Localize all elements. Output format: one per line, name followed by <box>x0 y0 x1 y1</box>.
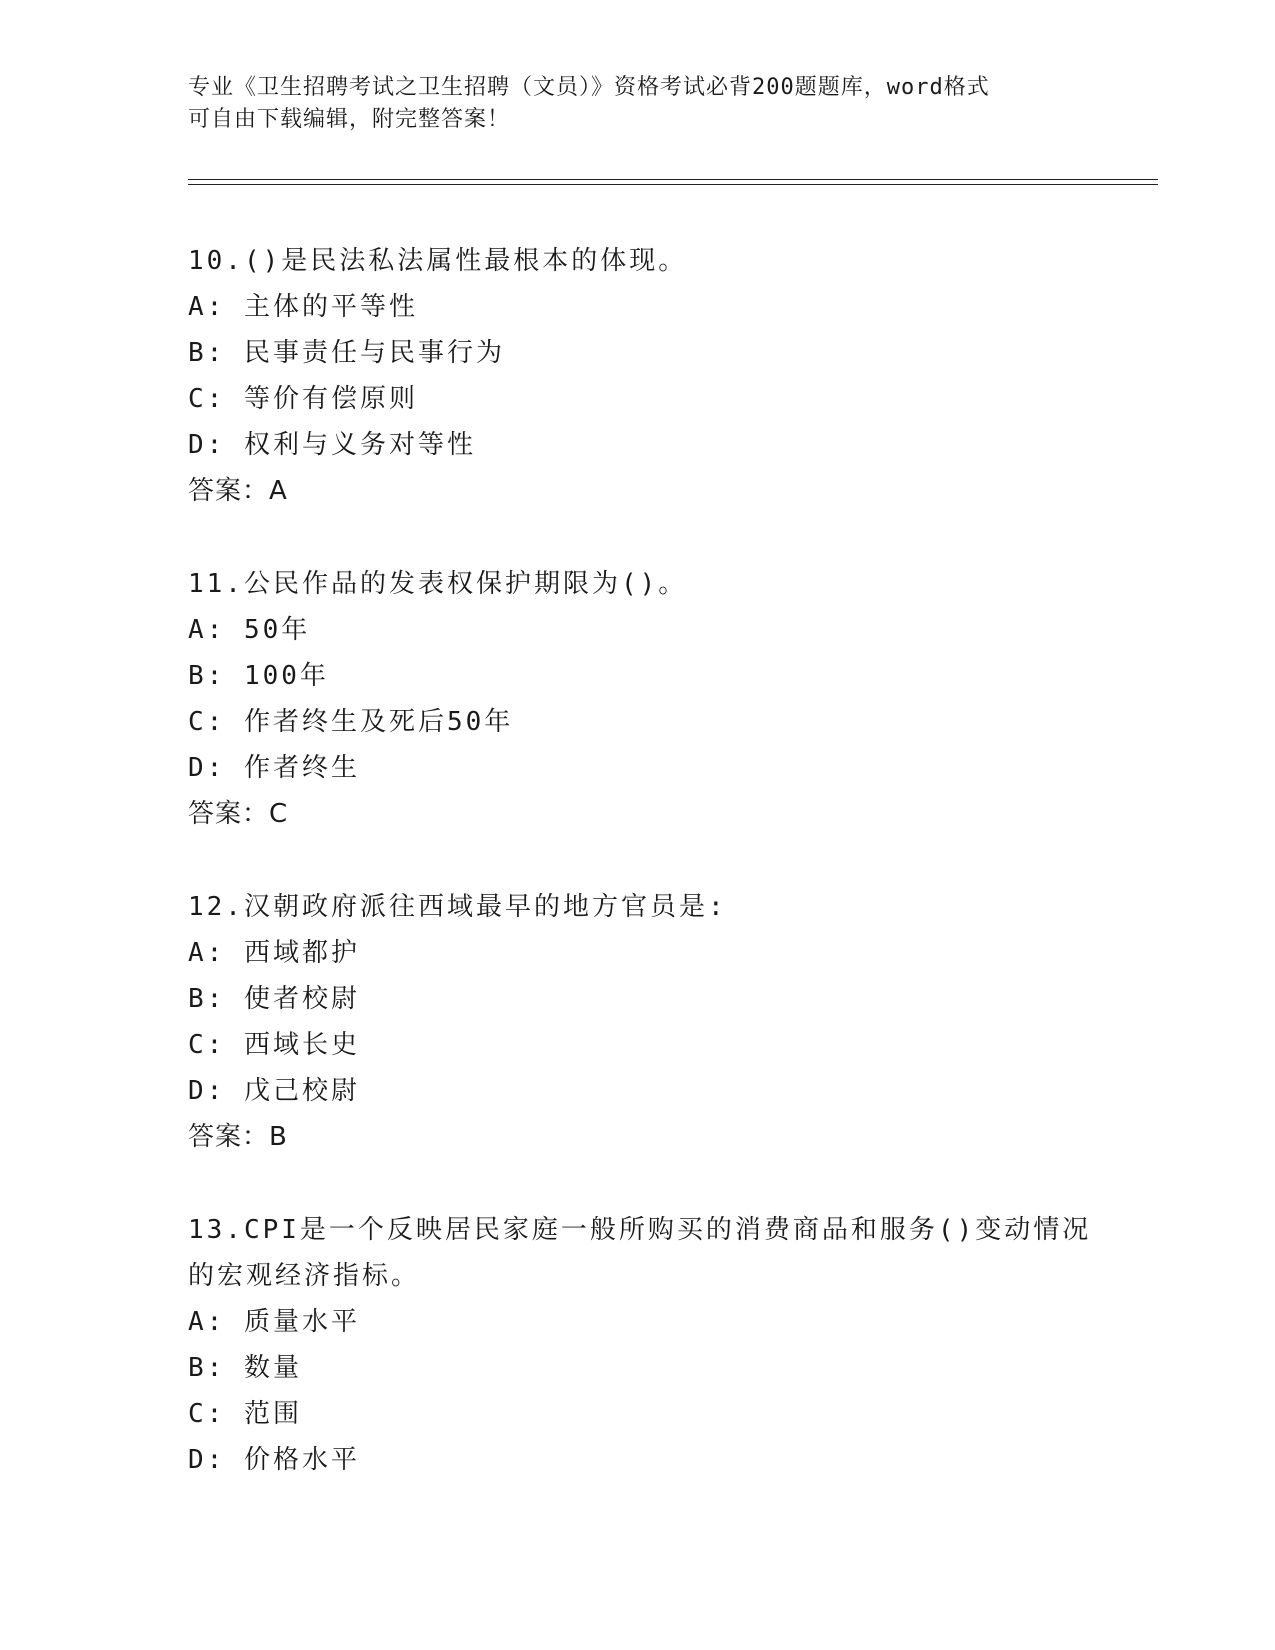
option-b <box>188 653 1088 699</box>
option-a <box>188 284 1088 330</box>
header-line-2: 可自由下载编辑，附完整答案！ <box>188 107 511 132</box>
option-label: C: <box>188 707 226 737</box>
answer-label: 答案： <box>188 1122 270 1152</box>
option-text: 质量水平 <box>243 1307 360 1337</box>
answer-line <box>188 1114 1088 1160</box>
answer-value: C <box>269 799 289 829</box>
option-text: 西域长史 <box>243 1030 360 1060</box>
header-line-1: 专业《卫生招聘考试之卫生招聘（文员）》资格考试必背200题题库，word格式 <box>188 75 990 100</box>
question-text: 公民作品的发表权保护期限为()。 <box>243 569 688 599</box>
option-text: 西域都护 <box>243 938 360 968</box>
option-label: C: <box>188 384 226 414</box>
option-b <box>188 1345 1088 1391</box>
question-list <box>188 238 1092 1530</box>
option-label: C: <box>188 1399 226 1429</box>
question-text: 汉朝政府派往西域最早的地方官员是: <box>243 892 727 922</box>
option-a <box>188 930 1088 976</box>
option-label: C: <box>188 1030 226 1060</box>
option-label: A: <box>188 615 226 645</box>
option-text: 作者终生 <box>243 753 360 783</box>
option-label: B: <box>188 338 226 368</box>
option-text: 100年 <box>243 661 329 691</box>
option-d <box>188 745 1088 791</box>
option-c <box>188 1022 1088 1068</box>
question-stem <box>188 884 1088 930</box>
answer-line <box>188 791 1088 837</box>
option-text: 使者校尉 <box>243 984 360 1014</box>
option-d <box>188 1437 1088 1483</box>
question-12 <box>188 884 1088 1160</box>
option-b <box>188 330 1088 376</box>
option-label: B: <box>188 984 226 1014</box>
question-stem <box>188 238 1088 284</box>
option-c <box>188 1391 1088 1437</box>
question-10 <box>188 238 1088 514</box>
option-text: 范围 <box>243 1399 302 1429</box>
question-stem <box>188 561 1088 607</box>
answer-label: 答案： <box>188 799 270 829</box>
header-divider-top <box>188 179 1158 180</box>
option-text: 民事责任与民事行为 <box>243 338 505 368</box>
question-number: 10. <box>188 246 244 276</box>
option-text: 价格水平 <box>243 1445 360 1475</box>
option-text: 权利与义务对等性 <box>243 430 476 460</box>
option-d <box>188 1068 1088 1114</box>
answer-value: A <box>269 476 288 506</box>
option-text: 等价有偿原则 <box>243 384 418 414</box>
question-number: 12. <box>188 892 244 922</box>
option-label: A: <box>188 1307 226 1337</box>
option-text: 数量 <box>243 1353 302 1383</box>
answer-label: 答案： <box>188 476 270 506</box>
option-text: 戊己校尉 <box>243 1076 360 1106</box>
option-text: 作者终生及死后50年 <box>243 707 514 737</box>
option-c <box>188 376 1088 422</box>
option-d <box>188 422 1088 468</box>
answer-value: B <box>269 1122 288 1152</box>
option-a <box>188 607 1088 653</box>
option-c <box>188 699 1088 745</box>
option-label: B: <box>188 1353 226 1383</box>
option-a <box>188 1299 1088 1345</box>
question-text: CPI是一个反映居民家庭一般所购买的消费商品和服务()变动情况 <box>243 1215 1092 1245</box>
header-divider-bottom <box>188 184 1158 185</box>
document-header <box>188 72 1068 136</box>
question-number: 13. <box>188 1215 244 1245</box>
option-text: 主体的平等性 <box>243 292 418 322</box>
question-stem <box>188 1207 1092 1253</box>
question-11 <box>188 561 1088 837</box>
option-label: D: <box>188 1445 226 1475</box>
option-label: A: <box>188 938 226 968</box>
question-number: 11. <box>188 569 244 599</box>
option-text: 50年 <box>243 615 311 645</box>
option-label: D: <box>188 753 226 783</box>
option-label: D: <box>188 1076 226 1106</box>
answer-line <box>188 468 1088 514</box>
question-text: ()是民法私法属性最根本的体现。 <box>243 246 688 276</box>
option-label: A: <box>188 292 226 322</box>
question-stem-continuation: 的宏观经济指标。 <box>188 1261 421 1291</box>
question-13 <box>188 1207 1092 1483</box>
option-label: D: <box>188 430 226 460</box>
option-b <box>188 976 1088 1022</box>
option-label: B: <box>188 661 226 691</box>
